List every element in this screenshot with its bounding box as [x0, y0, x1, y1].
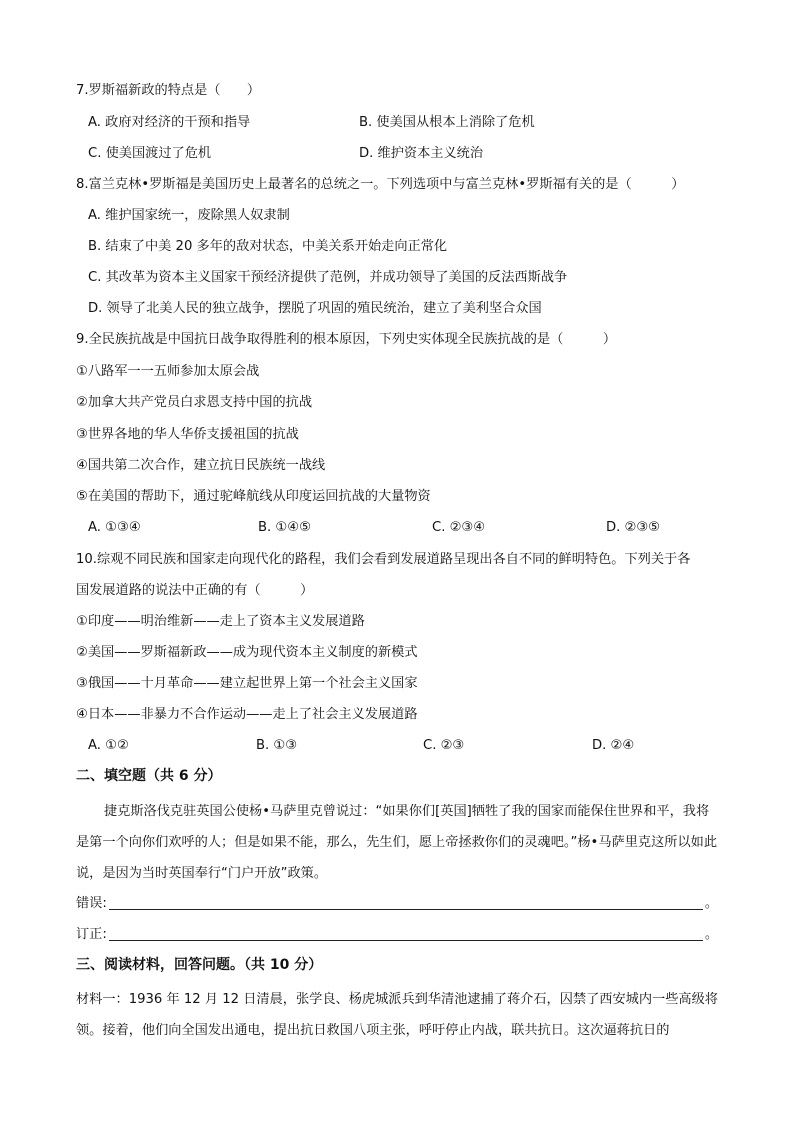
q7-option-c: C. 使美国渡过了危机	[88, 146, 212, 161]
q7-option-a: A. 政府对经济的干预和指导	[88, 115, 251, 130]
q8-option-a: A. 维护国家统一，废除黑人奴隶制	[88, 208, 290, 223]
q7-option-d: D. 维护资本主义统治	[359, 146, 484, 161]
q9-option-c: C. ②③④	[432, 520, 486, 535]
q9-item-5: ⑤在美国的帮助下，通过驼峰航线从印度运回抗战的大量物资	[76, 489, 431, 504]
q10-option-b: B. ①③	[256, 738, 298, 753]
error-label: 错误:	[76, 896, 107, 911]
q9-option-a: A. ①③④	[88, 520, 141, 535]
q10-stem-line1: 10.综观不同民族和国家走向现代化的路程，我们会看到发展道路呈现出各自不同的鲜明特色。下列关于各	[76, 552, 691, 567]
correction-blank[interactable]	[109, 928, 703, 941]
q10-item-4: ④日本——非暴力不合作运动——走上了社会主义发展道路	[76, 707, 418, 722]
q10-item-1: ①印度——明治维新——走上了资本主义发展道路	[76, 614, 365, 629]
q8-option-c: C. 其改革为资本主义国家干预经济提供了范例，并成功领导了美国的反法西斯战争	[88, 270, 568, 285]
section3-title: 三、阅读材料，回答问题。（共 10 分）	[76, 957, 323, 973]
q9-stem: 9.全民族抗战是中国抗日战争取得胜利的根本原因，下列史实体现全民族抗战的是（ ）	[76, 332, 617, 347]
error-end-mark: 。	[704, 896, 718, 911]
error-answer-line[interactable]	[76, 895, 718, 913]
q10-stem-line2: 国发展道路的说法中正确的有（ ）	[76, 583, 314, 598]
q9-item-2: ②加拿大共产党员白求恩支持中国的抗战	[76, 395, 313, 410]
q7-stem: 7.罗斯福新政的特点是（ ）	[76, 83, 261, 98]
section2-paragraph: 捷克斯洛伐克驻英国公使杨•马萨里克曾说过：“如果你们[英国]牺牲了我的国家而能保住世界和平，我将是第一个向你们欢呼的人；但是如果不能，那么，先生们，愿上帝拯救你们的灵魂吧。”杨•马萨里克这所以如此说，是因为当时英国奉行“门户开放”政策。	[76, 804, 718, 881]
q8-option-b: B. 结束了中美 20 多年的敌对状态，中美关系开始走向正常化	[88, 239, 448, 254]
q10-item-3: ③俄国——十月革命——建立起世界上第一个社会主义国家	[76, 676, 418, 691]
q9-option-d: D. ②③⑤	[606, 520, 661, 535]
q8-option-d: D. 领导了北美人民的独立战争，摆脱了巩固的殖民统治，建立了美利坚合众国	[88, 301, 542, 316]
section2-title: 二、填空题（共 6 分）	[76, 768, 222, 784]
q9-item-3: ③世界各地的华人华侨支援祖国的抗战	[76, 427, 299, 442]
q10-option-d: D. ②④	[592, 738, 635, 753]
q9-item-4: ④国共第二次合作，建立抗日民族统一战线	[76, 458, 326, 473]
correction-end-mark: 。	[704, 927, 718, 942]
q10-option-a: A. ①②	[88, 738, 129, 753]
correction-answer-line[interactable]	[76, 926, 718, 944]
q7-option-b: B. 使美国从根本上消除了危机	[359, 115, 535, 130]
section3-material1: 材料一：1936 年 12 月 12 日清晨，张学良、杨虎城派兵到华清池逮捕了蒋介石，囚禁了西安城内一些高级将领。接着，他们向全国发出通电，提出抗日救国八项主张，呼吁停止内战，联共抗日。这次逼蒋抗日的	[76, 992, 718, 1038]
correction-label: 订正:	[76, 927, 107, 942]
q9-item-1: ①八路军一一五师参加太原会战	[76, 364, 260, 379]
q8-stem: 8.富兰克林•罗斯福是美国历史上最著名的总统之一。下列选项中与富兰克林•罗斯福有关的是（ ）	[76, 177, 685, 192]
q9-option-b: B. ①④⑤	[258, 520, 311, 535]
q10-item-2: ②美国——罗斯福新政——成为现代资本主义制度的新模式	[76, 645, 418, 660]
error-blank[interactable]	[109, 897, 703, 910]
q10-option-c: C. ②③	[423, 738, 465, 753]
